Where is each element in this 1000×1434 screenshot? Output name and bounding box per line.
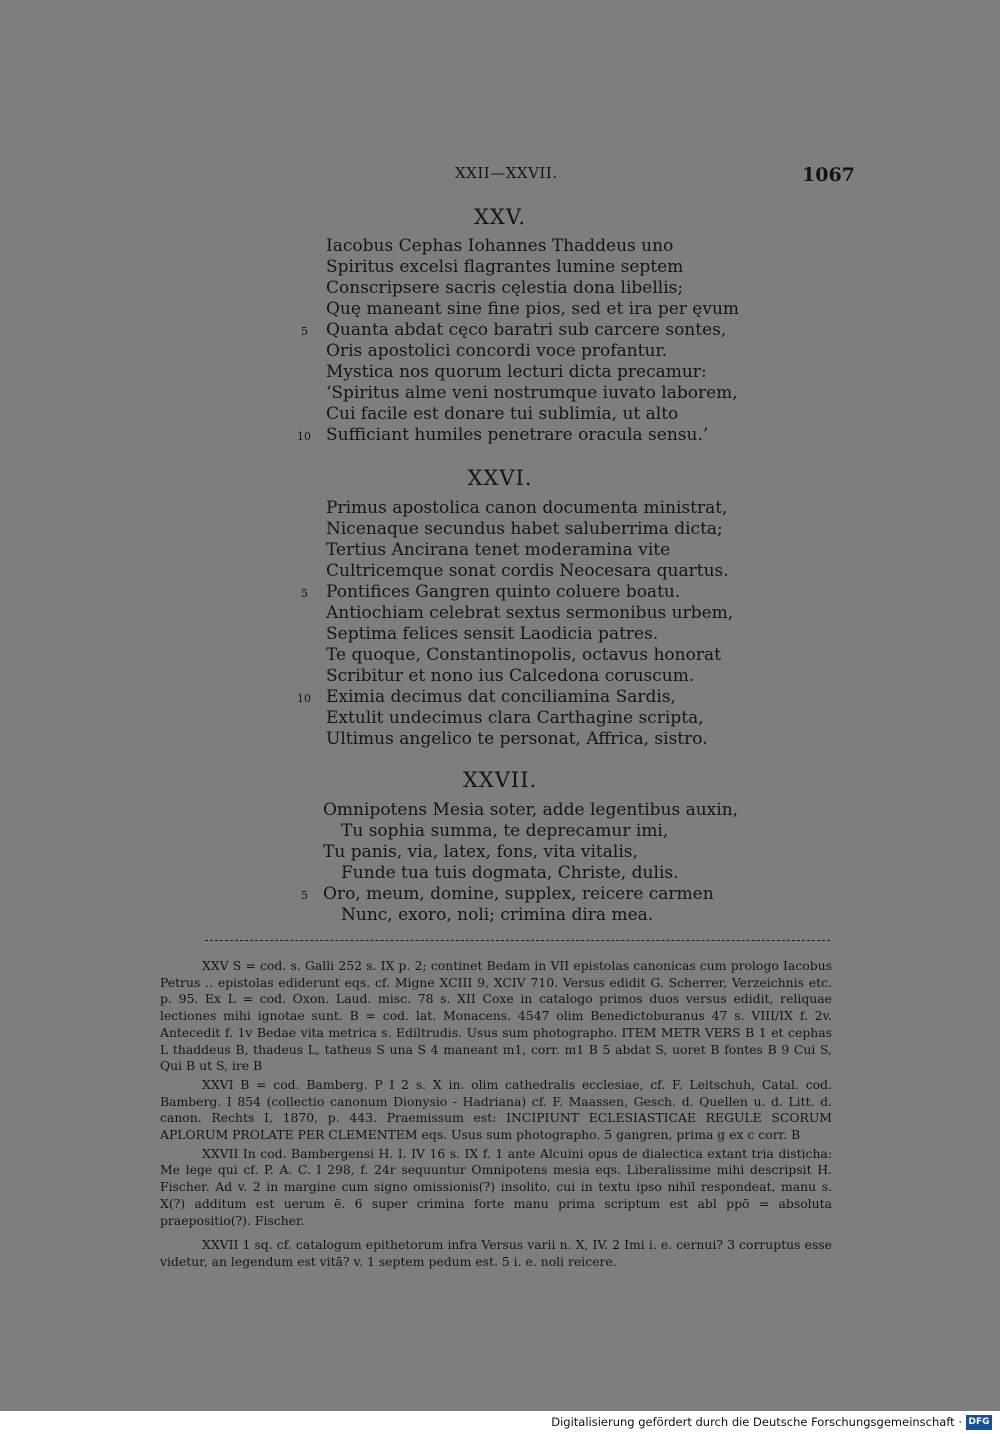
- poem-title: XXVII.: [462, 768, 538, 792]
- verse-line: Quanta abdat cęco baratri sub carcere sontes,: [326, 320, 727, 340]
- footer-bar: [0, 1411, 1000, 1434]
- verse-line: Tu panis, via, latex, fons, vita vitalis,: [323, 842, 638, 862]
- line-number: 5: [301, 325, 308, 338]
- verse-line: Oris apostolici concordi voce profantur.: [326, 341, 668, 361]
- verse-line: Omnipotens Mesia soter, adde legentibus auxin,: [323, 800, 739, 820]
- verse-line: Extulit undecimus clara Carthagine scripta,: [326, 708, 704, 728]
- verse-line: Quę maneant sine fine pios, sed et ira per ęvum: [326, 299, 740, 319]
- running-title: XXII—XXVII.: [455, 164, 558, 182]
- verse-line: Funde tua tuis dogmata, Christe, dulis.: [341, 863, 679, 883]
- verse-line: Scribitur et nono ius Calcedona coruscum.: [326, 666, 695, 686]
- line-number: 10: [297, 692, 311, 705]
- footnote-xxv: XXV S = cod. s. Galli 252 s. IX p. 2; continet Bedam in VII epistolas canonicas cum prologo Iacobus Petrus .. epistolas ediderunt eqs. cf. Migne XCIII 9, XCIV 710. Versus edidit G. Scherrer, Verzeichnis etc. p. 95. Ex L = cod. Oxon. Laud. misc. 78 s. XII Coxe in catalogo primos duos versus edidit, reliquae lectiones mihi ignotae sunt. B = cod. lat. Monacens. 4547 olim Benedictoburanus 47 s. VIII/IX f. 2v. Antecedit f. 1v Bedae vita metrica s. Ediltrudis. Usus sum photographo. ITEM METR VERS B 1 et cephas L thaddeus B, thadeus L, tatheus S una S 4 maneant m1, corr. m1 B 5 abdat S, uoret B fontes B 9 Cui S, Qui B ut S, ire B: [160, 958, 832, 1074]
- poem-title: XXV.: [473, 205, 527, 229]
- footnote-xxvi: XXVI B = cod. Bamberg. P I 2 s. X in. olim cathedralis ecclesiae, cf. F. Leitschuh, Catal. cod. Bamberg. I 854 (collectio canonum Dionysio - Hadriana) cf. F. Maassen, Gesch. d. Quellen u. d. Litt. d. canon. Rechts I, 1870, p. 443. Praemissum est: INCIPIUNT ECLESIASTICAE REGULE SCORUM APLORUM PROLATE PER CLEMENTEM eqs. Usus sum photographo. 5 gangren, prima g ex c corr. B: [160, 1076, 832, 1143]
- verse-line: Conscripsere sacris cęlestia dona libellis;: [326, 278, 684, 298]
- verse-line: Sufficiant humiles penetrare oracula sensu.’: [326, 425, 709, 445]
- verse-line: ‘Spiritus alme veni nostrumque iuvato laborem,: [326, 383, 738, 403]
- verse-line: Primus apostolica canon documenta ministrat,: [326, 498, 728, 518]
- verse-line: Antiochiam celebrat sextus sermonibus urbem,: [326, 603, 734, 623]
- verse-line: Pontifices Gangren quinto coluere boatu.: [326, 582, 681, 602]
- verse-line: Cultricemque sonat cordis Neocesara quartus.: [326, 561, 729, 581]
- footnote-xxvii-notes: XXVII 1 sq. cf. catalogum epithetorum infra Versus varii n. X, IV. 2 Imi i. e. cernui? 3 corruptus esse videtur, an legendum est vitā? v. 1 septem pedum est. 5 i. e. noli reicere.: [160, 1237, 832, 1269]
- poem-title: XXVI.: [467, 466, 533, 490]
- verse-line: Mystica nos quorum lecturi dicta precamur:: [326, 362, 707, 382]
- verse-line: Te quoque, Constantinopolis, octavus honorat: [326, 645, 721, 665]
- line-number: 5: [301, 587, 308, 600]
- line-number: 10: [297, 430, 311, 443]
- verse-line: Cui facile est donare tui sublimia, ut alto: [326, 404, 679, 424]
- footnotes: [160, 958, 832, 1273]
- verse-line: Nicenaque secundus habet saluberrima dicta;: [326, 519, 723, 539]
- verse-line: Eximia decimus dat conciliamina Sardis,: [326, 687, 676, 707]
- footnote-divider: [205, 940, 830, 941]
- footer-credit: Digitalisierung gefördert durch die Deutsche Forschungsgemeinschaft ·: [551, 1415, 962, 1429]
- verse-line: Oro, meum, domine, supplex, reicere carmen: [323, 884, 714, 904]
- page-number: 1067: [802, 164, 855, 186]
- dfg-logo-icon: DFG: [966, 1415, 992, 1430]
- line-number: 5: [301, 889, 308, 902]
- verse-line: Iacobus Cephas Iohannes Thaddeus uno: [326, 236, 674, 256]
- verse-line: Spiritus excelsi flagrantes lumine septem: [326, 257, 684, 277]
- verse-line: Septima felices sensit Laodicia patres.: [326, 624, 659, 644]
- verse-line: Ultimus angelico te personat, Affrica, sistro.: [326, 729, 708, 749]
- footnote-xxvii: XXVII In cod. Bambergensi H. I. IV 16 s. IX f. 1 ante Alcuini opus de dialectica extant tria disticha: Me lege qui cf. P. A. C. I 298, f. 24r sequuntur Omnipotens mesia eqs. Liberalissime mihi descripsit H. Fischer. Ad v. 2 in margine cum signo omissionis(?) insolito, cui in textu ipso nihil respondeat, manu s. X(?) additum est uerum ē. 6 super crimina forte manu prima scriptum est abl ppō = absoluta praepositio(?). Fischer.: [160, 1145, 832, 1228]
- verse-line: Nunc, exoro, noli; crimina dira mea.: [341, 905, 654, 925]
- verse-line: Tu sophia summa, te deprecamur imi,: [341, 821, 669, 841]
- verse-line: Tertius Ancirana tenet moderamina vite: [326, 540, 671, 560]
